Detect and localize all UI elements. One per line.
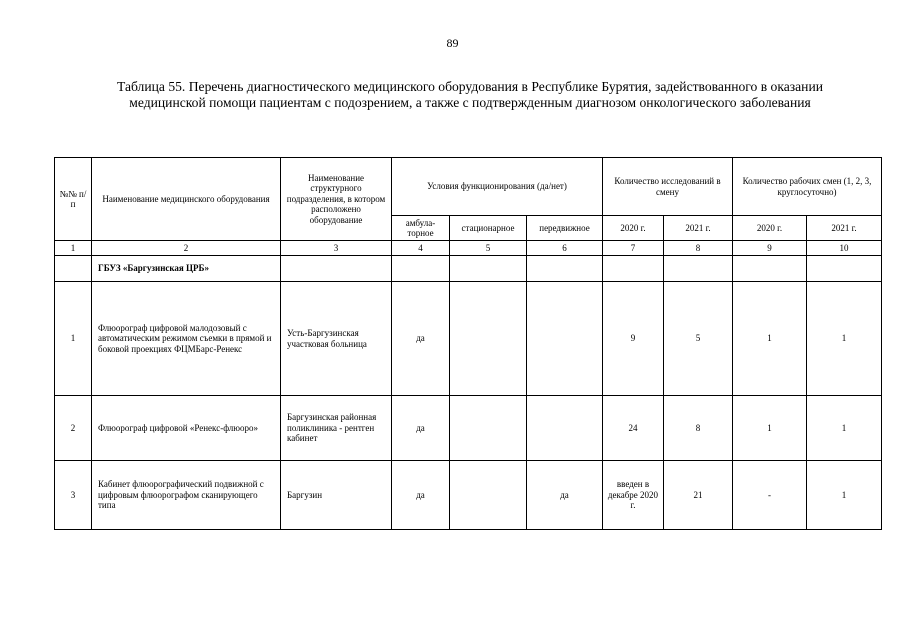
header-studies-2021: 2021 г. xyxy=(664,216,733,241)
unit-name: Усть-Баргузинская участковая больница xyxy=(281,282,392,396)
empty-cell xyxy=(807,256,882,282)
column-number: 5 xyxy=(450,241,527,256)
row-num: 2 xyxy=(55,396,92,461)
studies-2020: 24 xyxy=(603,396,664,461)
cond-mobile xyxy=(527,282,603,396)
studies-2020: 9 xyxy=(603,282,664,396)
row-num: 1 xyxy=(55,282,92,396)
cond-mobile xyxy=(527,396,603,461)
shifts-2021: 1 xyxy=(807,396,882,461)
shifts-2021: 1 xyxy=(807,282,882,396)
header-unit: Наименование структурного подразделения, в котором расположено оборудование xyxy=(281,158,392,241)
shifts-2020: 1 xyxy=(733,282,807,396)
header-shifts-2020: 2020 г. xyxy=(733,216,807,241)
shifts-2020: 1 xyxy=(733,396,807,461)
shifts-2021: 1 xyxy=(807,461,882,530)
header-num: №№ п/п xyxy=(55,158,92,241)
empty-cell xyxy=(450,256,527,282)
column-numbers-row xyxy=(55,241,882,256)
studies-2021: 5 xyxy=(664,282,733,396)
page-number: 89 xyxy=(446,36,459,50)
studies-2020: введен в декабре 2020 г. xyxy=(603,461,664,530)
table-row xyxy=(55,282,882,396)
studies-2021: 21 xyxy=(664,461,733,530)
row-num: 3 xyxy=(55,461,92,530)
organization-row xyxy=(55,256,882,282)
empty-cell xyxy=(603,256,664,282)
header-conditions: Условия функционирования (да/нет) xyxy=(392,158,603,216)
equipment-table xyxy=(54,157,882,530)
table-row xyxy=(55,461,882,530)
empty-cell xyxy=(281,256,392,282)
unit-name: Баргузинская районная поликлиника - рентген кабинет xyxy=(281,396,392,461)
column-number: 9 xyxy=(733,241,807,256)
header-studies: Количество исследований в смену xyxy=(603,158,733,216)
table-row xyxy=(55,396,882,461)
column-number: 10 xyxy=(807,241,882,256)
column-number: 3 xyxy=(281,241,392,256)
column-number: 1 xyxy=(55,241,92,256)
header-shifts-2021: 2021 г. xyxy=(807,216,882,241)
header-shifts: Количество рабочих смен (1, 2, 3, круглосуточно) xyxy=(733,158,882,216)
column-number: 4 xyxy=(392,241,450,256)
equipment-name: Кабинет флюорографический подвижной с цифровым флюорографом сканирующего типа xyxy=(92,461,281,530)
cond-mobile: да xyxy=(527,461,603,530)
equipment-name: Флюорограф цифровой малодозовый с автоматическим режимом съемки в прямой и боковой проекциях ФЦМБарс-Ренекс xyxy=(92,282,281,396)
empty-cell xyxy=(733,256,807,282)
cond-inpatient xyxy=(450,282,527,396)
cond-ambulatory: да xyxy=(392,396,450,461)
column-number: 2 xyxy=(92,241,281,256)
equipment-name: Флюорограф цифровой «Ренекс-флюоро» xyxy=(92,396,281,461)
header-cond-inpatient: стационарное xyxy=(450,216,527,241)
org-num-cell xyxy=(55,256,92,282)
column-number: 8 xyxy=(664,241,733,256)
header-cond-mobile: передвижное xyxy=(527,216,603,241)
empty-cell xyxy=(664,256,733,282)
unit-name: Баргузин xyxy=(281,461,392,530)
header-cond-ambulatory: амбула-торное xyxy=(392,216,450,241)
column-number: 6 xyxy=(527,241,603,256)
organization-name: ГБУЗ «Баргузинская ЦРБ» xyxy=(92,256,281,282)
column-number: 7 xyxy=(603,241,664,256)
cond-inpatient xyxy=(450,461,527,530)
header-row-main xyxy=(55,158,882,216)
table-caption: Таблица 55. Перечень диагностического медицинского оборудования в Республике Бурятия, задействованного в оказании медицинской помощи пациентам с подозрением, а также с подтвержденным диагнозом онкологического заболевания xyxy=(116,79,824,110)
cond-ambulatory: да xyxy=(392,282,450,396)
cond-inpatient xyxy=(450,396,527,461)
header-studies-2020: 2020 г. xyxy=(603,216,664,241)
empty-cell xyxy=(527,256,603,282)
cond-ambulatory: да xyxy=(392,461,450,530)
studies-2021: 8 xyxy=(664,396,733,461)
header-equipment: Наименование медицинского оборудования xyxy=(92,158,281,241)
shifts-2020: - xyxy=(733,461,807,530)
empty-cell xyxy=(392,256,450,282)
